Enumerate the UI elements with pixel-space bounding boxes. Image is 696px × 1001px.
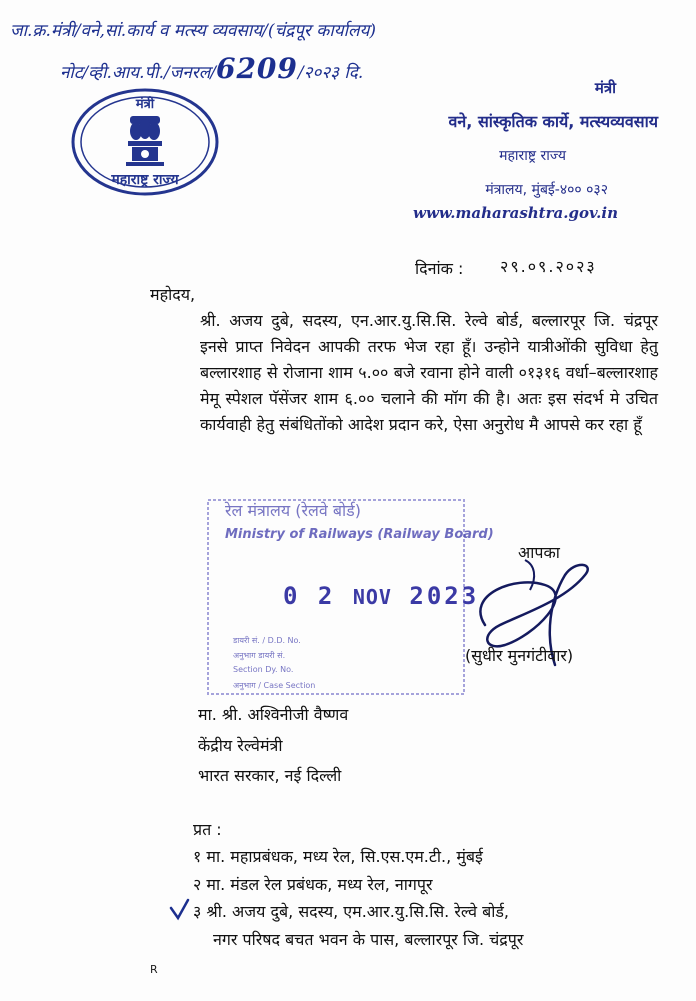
copy-item-2: २ मा. मंडल रेल प्रबंधक, मध्य रेल, नागपूर [193,875,433,894]
copy-item-3: ३ श्री. अजय दुबे, सदस्य, एम.आर.यु.सि.सि. रेल्वे बोर्ड, [193,902,509,921]
reference-line-2 [60,52,363,85]
reference-prefix: नोट/व्ही.आय.पी./जनरल/ [60,63,216,83]
copy-item-1: १ मा. महाप्रबंधक, मध्य रेल, सि.एस.एम.टी., मुंबई [193,847,483,866]
letterhead-title: मंत्री [594,79,616,97]
reference-number: 6209 [215,52,298,85]
stamp-month: NOV [352,585,392,609]
copies-label: प्रत : [193,820,222,839]
letterhead-website: www.maharashtra.gov.in [413,204,618,222]
letterhead-address: मंत्रालय, मुंबई-४०० ०३२ [485,182,608,198]
closing: आपका [518,543,560,562]
seal-bottom-text: महाराष्ट्र राज्य [111,172,179,188]
seal-top-text: मंत्री [135,97,155,112]
stamp-day: 0 2 [283,582,336,610]
copy-item-3-address: नगर परिषद बचत भवन के पास, बल्लारपूर जि. चंद्रपूर [213,930,524,949]
salutation: महोदय, [150,285,196,304]
stamp-title-english: Ministry of Railways (Railway Board) [225,527,494,542]
addressee-office: भारत सरकार, नई दिल्ली [198,766,342,785]
addressee-designation: केंद्रीय रेल्वेमंत्री [198,736,283,755]
reference-line-1: जा.क्र.मंत्री/वने,सां.कार्य व मत्स्य व्यवसाय/(चंद्रपूर कार्यालय) [10,21,377,41]
letter-body [200,308,658,438]
date-label: दिनांक : [415,259,464,278]
date-value: २९.०९.२०२३ [500,257,597,276]
stamp-title-hindi: रेल मंत्रालय (रेलवे बोर्ड) [225,501,361,520]
official-seal [70,86,220,198]
signatory-name: (सुधीर मुनगंटीवार) [465,646,574,665]
stamp-field-section-diary: अनुभाग डायरी सं. [233,651,286,660]
stamp-field-case-section: अनुभाग / Case Section [233,681,316,690]
letterhead-state: महाराष्ट्र राज्य [499,148,566,164]
stamp-field-section-dy: Section Dy. No. [233,665,294,674]
stamp-year: 2023 [409,582,480,610]
addressee-name: मा. श्री. अश्विनीजी वैष्णव [198,705,349,724]
letter-body-text: श्री. अजय दुबे, सदस्य, एन.आर.यु.सि.सि. रेल्वे बोर्ड, बल्लारपूर जि. चंद्रपूर इनसे प्राप्त निवेदन आपकी तरफ भेज रहा हूँ। उन्होने यात्रीओंकी सुविधा हेतु बल्लारशाह से रोजाना शाम ५.०० बजे रवाना होने वाली ०१३१६ वर्धा–बल्लारशाह मेमू स्पेशल पॅसेंजर शाम ६.०० चलाने की मॉग की है। अतः इस संदर्भ मे उचित कार्यवाही हेतु संबंधितोंको आदेश प्रदान करे, ऐसा अनुरोध मै आपसे कर रहा हूँ [200,311,658,434]
footer-mark: R [150,963,158,976]
letterhead-department: वने, सांस्कृतिक कार्ये, मत्स्यव्यवसाय [448,112,658,131]
stamp-field-diary: डायरी सं. / D.D. No. [233,636,301,645]
ashoka-emblem-icon [126,116,164,166]
reference-suffix: /२०२३ दि. [297,63,364,83]
